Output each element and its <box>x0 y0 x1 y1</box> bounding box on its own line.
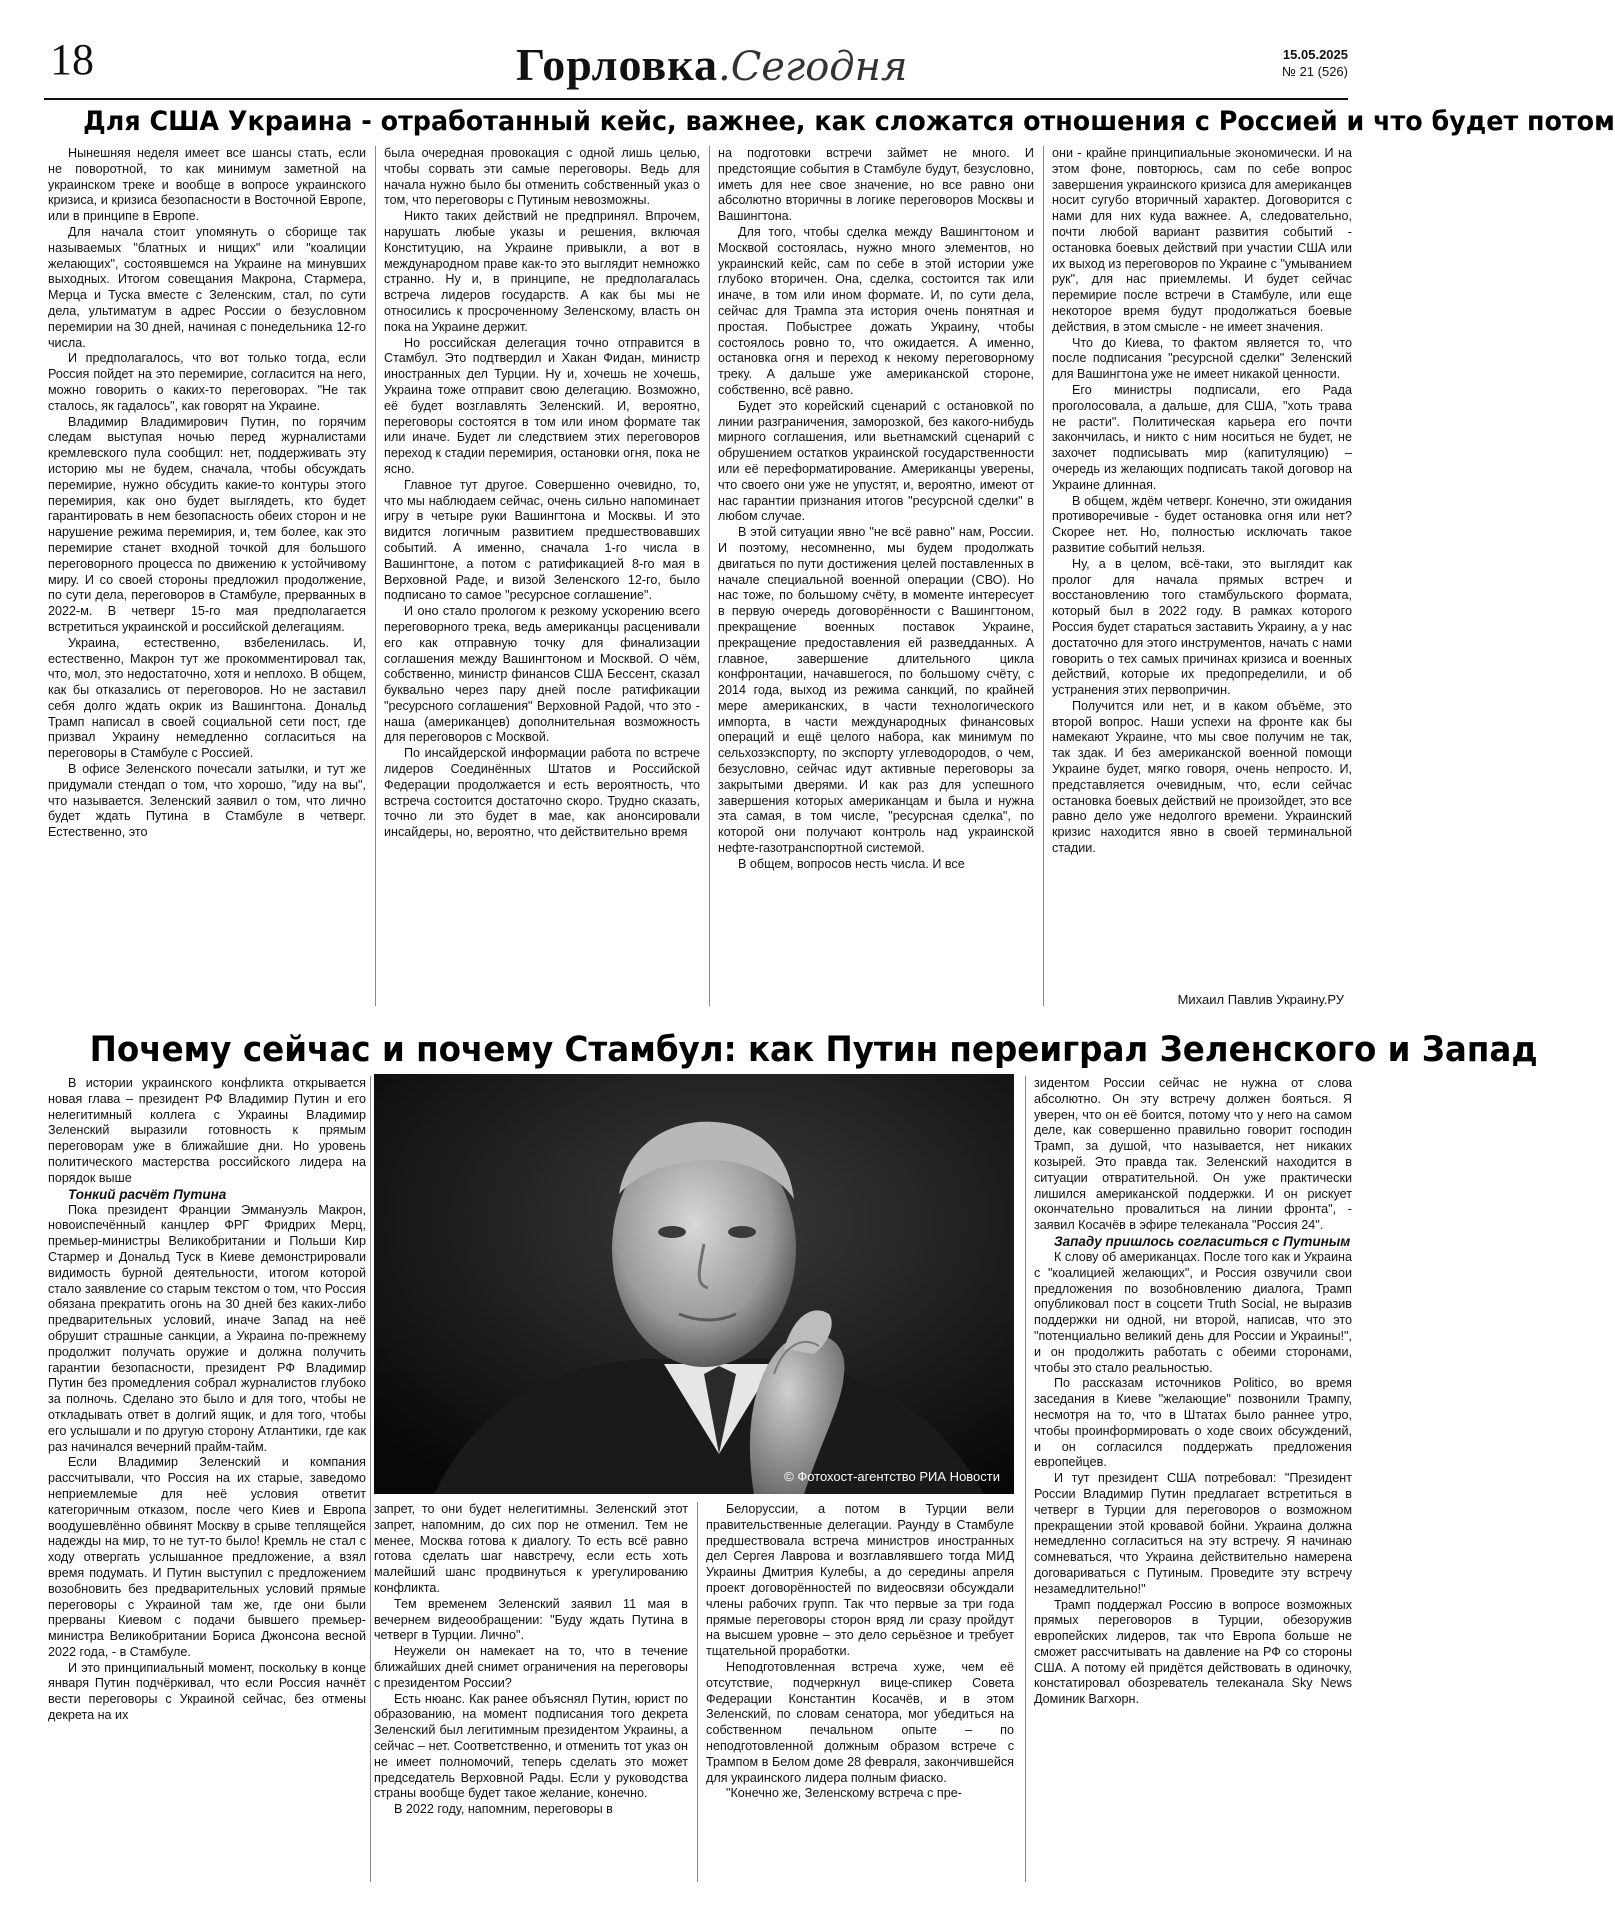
article2-column-1 <box>48 1076 366 1884</box>
page-number: 18 <box>50 35 94 84</box>
article2-column-3 <box>706 1502 1014 1884</box>
issue-info <box>1282 46 1348 80</box>
paragraph: Если Владимир Зеленский и компания рассчитывали, что Россия на их старые, заведомо неприемлемые для неё условия ответит категоричным отказом, после чего Киев и Европа воодушевлённо обвинят Москву в срыве теплящейся надежды на мир, то не тут-то было! Кремль не стал с ходу отвергать услышанное предложение, а взял время подумать. И Путин выступил с предложением возобновить без предварительных условий прямые переговоры с Украиной там же, где они были прерваны Киевом с подачи бывшего премьер-министра Великобритании Бориса Джонсона весной 2022 года, - в Стамбуле. <box>48 1455 366 1659</box>
paragraph: была очередная провокация с одной лишь целью, чтобы сорвать эти самые переговоры. Ведь для начала нужно было бы отменить собственный указ о том, что переговоры с Путиным невозможны. <box>384 146 700 208</box>
paragraph: Тем временем Зеленский заявил 11 мая в вечернем видеообращении: "Буду ждать Путина в четверг в Турции. Лично". <box>374 1596 688 1643</box>
paragraph: Что до Киева, то фактом является то, что после подписания "ресурсной сделки" Зеленский для Вашингтона уже не имеет никакой ценности. <box>1052 335 1352 382</box>
paragraph: Получится или нет, и в каком объёме, это второй вопрос. Наши успехи на фронте как бы намекают Украине, что мы свое получим не так, так здак. И без американской военной помощи Украине будет, мягко говоря, очень непросто. И, представляется очевидным, что, если сейчас остановка боевых действий не произойдет, это все равно дело уже недолгого времени. Украинский кризис находится явно в своей терминальной стадии. <box>1052 698 1352 856</box>
issue-number: № 21 (526) <box>1282 64 1348 79</box>
section-subheading: Западу пришлось согласиться с Путиным <box>1054 1233 1351 1249</box>
paragraph: В истории украинского конфликта открывается новая глава – президент РФ Владимир Путин и его нелегитимный коллега с Украины Владимир Зеленский выразили готовность к прямым переговорам уже в ближайшие дни. Но уровень политического мастерства российского лидера на порядок выше <box>48 1076 366 1185</box>
paragraph: они - крайне принципиальные экономически. И на этом фоне, повторюсь, сам по себе вопрос завершения украинского кризиса для американцев носит сугубо вторичный характер. Договорится с нами для них куда важнее. А, следовательно, почти любой вариант развития событий - остановка боевых действий при участии США или их выход из переговоров по Украине с "умыванием рук", для нас приемлемы. И будет сейчас перемирие после встречи в Стамбуле, или еще некоторое время будут продолжаться боевые действия, в этом смысле - не имеет значения. <box>1052 146 1352 334</box>
paragraph: Есть нюанс. Как ранее объяснял Путин, юрист по образованию, на момент подписания того декрета Зеленский был легитимным президентом Украины, а сейчас – нет. Соответственно, и отменить тот указ он не имеет полномочий, теперь сделать это может председатель Верховной Рады. Если у руководства страны вообще будет такое желание, конечно. <box>374 1691 688 1801</box>
paragraph: Неподготовленная встреча хуже, чем её отсутствие, подчеркнул вице-спикер Совета Федерации Константин Косачёв, и в этом Зеленский, по словам сенатора, мог убедиться на собственном печальном опыте – по неподготовленной должным образом встрече с Трампом в Белом доме 28 февраля, закончившейся для украинского лидера полным фиаско. <box>706 1659 1014 1785</box>
paragraph: Украина, естественно, взбеленилась. И, естественно, Макрон тут же прокомментировал так, что, мол, это недостаточно, хотя и неплохо. В общем, как бы отказались от переговоров. Но не заставил себя долго ждать окрик из Вашингтона. Дональд Трамп написал в своей социальной сети пост, где призвал Украину немедленно согласиться на переговоры в Стамбуле с Россией. <box>48 635 366 761</box>
paragraph: Владимир Владимирович Путин, по горячим следам выступая ночью перед журналистами кремлевского пула сообщил: нет, поддерживать эту историю мы не будем, сначала, чтобы обсуждать перемирие, нужно обсудить какие-то контуры этого перемирия, как оно будет выглядеть, кто будет гарантировать в нем безопасность обеих сторон и не нарушение режима перемирия, и, тем более, как это перемирие станет входной точкой для большого переговорного процесса по движению к устойчивому миру. И со своей стороны предложил продолжение, по сути дела, переговоров в Стамбуле, прерванных в 2022-м. В четверг 15-го мая предполагается встретиться украинской и российской делегациям. <box>48 414 366 634</box>
masthead-subtitle: .Сегодня <box>717 44 908 90</box>
paragraph: Будет это корейский сценарий с остановкой по линии разграничения, заморозкой, без какого-нибудь мирного соглашения, или вьетнамский сценарий с обрушением остатков украинской государственности или её переформатирование. Американцы уверены, что своего они уже не упустят, и, вероятно, имеют от нас гарантии признания итогов "ресурсной сделки" в любом случае. <box>718 398 1034 524</box>
paragraph: В офисе Зеленского почесали затылки, и тут же придумали стендап о том, что хорошо, "иду на вы", что называется. Зеленский заявил о том, что лично будет ждать Путина в Стамбуле в четверг. Естественно, это <box>48 762 366 840</box>
paragraph: В общем, вопросов несть числа. И все <box>738 856 965 871</box>
paragraph: Главное тут другое. Совершенно очевидно, то, что мы наблюдаем сейчас, очень сильно напоминает игру в четыре руки Вашингтона и Москвы. И это видится логичным развитием предшествовавших событий. А именно, сначала 1-го числа в Вашингтоне, а потом с ратификацией 8-го мая в Верховной Раде, и визой Зеленского 12-го, было подписано то самое "ресурсное соглашение". <box>384 477 700 603</box>
paragraph: По инсайдерской информации работа по встрече лидеров Соединённых Штатов и Российской Федерации продолжается и есть вероятность, что встреча состоится достаточно скоро. Трудно сказать, точно ли это будет в мае, как анонсировали инсайдеры, но, вероятно, что действительно время <box>384 746 700 840</box>
article2-column-2 <box>374 1502 688 1884</box>
paragraph: Его министры подписали, его Рада проголосовала, а дальше, для США, "хоть трава не расти". Политическая карьера его почти закончилась, и никто с ним носиться не будет, не захочет подписывать мир (капитуляцию) – очередь из желающих подписать такой договор на Украине длинная. <box>1052 382 1352 492</box>
paragraph: Трамп поддержал Россию в вопросе возможных прямых переговоров в Турции, обезоружив европейских лидеров, так что Европа больше не сможет рассчитывать на давление на РФ со стороны США. А потому ей придётся действовать в одиночку, констатировал обозреватель телеканала Sky News Доминик Вагхорн. <box>1034 1597 1352 1707</box>
article-photo <box>374 1074 1014 1494</box>
article1-column-3 <box>718 146 1034 1008</box>
article1-byline: Михаил Павлив Украину.РУ <box>1177 992 1344 1007</box>
column-divider <box>370 1076 371 1882</box>
paragraph: Нынешняя неделя имеет все шансы стать, если не поворотной, то как минимум заметной на украинском треке и вообще в вопросе украинского кризиса, и кризиса безопасности в Восточной Европе, или в принципе в Европе. <box>48 146 366 224</box>
paragraph: И предполагалось, что вот только тогда, если Россия пойдет на это перемирие, согласится на него, можно говорить о каких-то переговорах. "Не так сталось, як гадалось", как говорят на Украине. <box>48 351 366 413</box>
paragraph: "Конечно же, Зеленскому встреча с пре- <box>726 1786 962 1801</box>
paragraph: В общем, ждём четверг. Конечно, эти ожидания противоречивые - будет остановка огня или нет? Скорее нет. Но, полностью исключать такое развитие событий нельзя. <box>1052 493 1352 555</box>
paragraph: И тут президент США потребовал: "Президент России Владимир Путин предлагает встретиться в четверг в Турции для переговоров о возможном прекращении этой кровавой бойни. Украина должна немедленно согласиться на эту встречу. Я начинаю сомневаться, что Украина действительно намерена договариваться с Путиным. Проведите эту встречу незамедлительно!" <box>1034 1471 1352 1596</box>
paragraph: К слову об американцах. После того как и Украина с "коалицией желающих", и Россия озвучили свои предложения по возобновлению диалога, Трамп опубликовал пост в соцсети Truth Social, не выразив поддержки ни одной, ни второй, написав, что это "потенциально великий день для России и Украины!", и он продолжить работать с обеими сторонами, чтобы это стало реальностью. <box>1034 1249 1352 1375</box>
issue-date: 15.05.2025 <box>1282 47 1348 62</box>
column-divider <box>1043 146 1044 1006</box>
paragraph: на подготовки встречи займет не много. И предстоящие события в Стамбуле будут, безусловно, иметь для нее свое значение, но все равно они абсолютно вторичны в логике переговоров Москвы и Вашингтона. <box>718 146 1034 224</box>
column-divider <box>709 146 710 1006</box>
paragraph: И оно стало прологом к резкому ускорению всего переговорного трека, ведь американцы расценивали его как отправную точку для финализации соглашения между Вашингтоном и Москвой. О чём, собственно, министр финансов США Бессент, сказал буквально через пару дней после ратификации "ресурсного соглашения" Верховной Радой, что это - наша (американцев) дополнительная возможность для переговоров с Москвой. <box>384 604 700 745</box>
paragraph: Для начала стоит упомянуть о сборище так называемых "блатных и нищих" или "коалиции желающих", состоявшемся на Украине на минувших выходных. Итогом совещания Макрона, Стармера, Мерца и Туска вместе с Зеленским, стал, по сути дела, ультиматум в адрес России о безусловном перемирии на 30 дней, начиная с понедельника 12-го числа. <box>48 224 366 350</box>
paragraph: Пока президент Франции Эммануэль Макрон, новоиспечённый канцлер ФРГ Фридрих Мерц, премьер-министры Великобритании и Польши Кир Стармер и Дональд Туск в Киеве демонстрировали видимость бурной деятельности, итогом которой стало заявление со старым текстом о том, что Россия обязана прекратить огонь на 30 дней без каких-либо предварительных условий, иначе Запад на неё обрушит страшные санкции, а Украина по-прежнему продолжит получать оружие и должна получить гарантии безопасности, президент РФ Владимир Путин без промедления собрал журналистов глубоко за полночь. Сделано это было и для того, чтобы не откладывать ответ в долгий ящик, и для того, чтобы его услышали и по другую сторону Атлантики, где как раз начинался вечерний прайм-тайм. <box>48 1202 366 1454</box>
paragraph: Для того, чтобы сделка между Вашингтоном и Москвой состоялась, нужно много элементов, но украинский кейс, сам по себе в этой истории уже глубоко вторичен. Она, сделка, состоится так или иначе, в том или ином формате. И, по сути дела, сейчас для Трампа эта история очень понятная и простая. Побыстрее дожать Украину, чтобы состоялось ровно то, что ожидается. А именно, остановка огня и переход к некому переговорному треку. А дальше уже американской стороне, собственно, всё равно. <box>718 224 1034 397</box>
column-divider <box>375 146 376 1006</box>
paragraph: Белоруссии, а потом в Турции вели правительственные делегации. Раунду в Стамбуле предшествовала встреча министров иностранных дел Сергея Лаврова и возглавлявшего тогда МИД Украины Дмитрия Кулебы, а до середины апреля проект договорённостей по видеосвязи обсуждали члены рабочих групп. Так что первые за три года прямые переговоры сторон вряд ли сразу пройдут на высшем уровне – это дело серьёзное и требует тщательной проработки. <box>706 1502 1014 1659</box>
paragraph: Никто таких действий не предпринял. Впрочем, нарушать любые указы и решения, включая Конституцию, на Украине привыкли, а вот в международном праве как-то это выглядит немножко странно. Ну и, в принципе, не предполагалась встреча лидеров государств. А как бы мы не относились к просроченному Зеленскому, власть он пока на Украине держит. <box>384 209 700 334</box>
photo-credit: © Фотохост-агентство РИА Новости <box>784 1469 1000 1484</box>
paragraph: зидентом России сейчас не нужна от слова абсолютно. Он эту встречу должен бояться. Я уверен, что он её боится, потому что у него на самом деле, как совершенно правильно говорит господин Трамп, за душой, что называется, нет никаких козырей. Это правда так. Зеленский находится в ситуации отвратительной. Он уже практически лишился американской поддержки. И он рискует окончательно провалиться на линии фронта", - заявил Косачёв в эфире телеканала "Россия 24". <box>1034 1076 1352 1233</box>
article1-column-2 <box>384 146 700 1008</box>
article1-column-1 <box>48 146 366 1008</box>
paragraph: В 2022 году, напомним, переговоры в <box>394 1802 613 1817</box>
paragraph: По рассказам источников Politico, во время заседания в Киеве "желающие" позвонили Трампу, несмотря на то, что в Штатах было раннее утро, чтобы проинформировать о ходе своих обсуждений, и он согласился поддержать предложения европейцев. <box>1034 1376 1352 1470</box>
article1-headline: Для США Украина - отработанный кейс, важнее, как сложатся отношения с Россией и что будет потом <box>83 106 1615 137</box>
paragraph: Но российская делегация точно отправится в Стамбул. Это подтвердил и Хакан Фидан, министр иностранных дел Турции. Ну и, хочешь не хочешь, Украина тоже отправит свою делегацию. Возможно, её будет возглавлять Зеленский. И, вероятно, переговоры состоятся в том или ином формате так или иначе. Будет ли следствием этих переговоров переход к стадии перемирия, остановки огня, пока не ясно. <box>384 335 700 476</box>
article2-headline: Почему сейчас и почему Стамбул: как Путин переиграл Зеленского и Запад <box>89 1030 1538 1070</box>
column-divider <box>1025 1076 1026 1882</box>
masthead <box>516 40 907 92</box>
column-divider <box>697 1502 698 1882</box>
paragraph: И это принципиальный момент, поскольку в конце января Путин подчёркивал, что если Россия начнёт вести переговоры с Украиной сейчас, без отмены декрета на их <box>48 1660 366 1723</box>
masthead-title: Горловка <box>516 39 718 90</box>
portrait-illustration <box>374 1074 1014 1494</box>
section-subheading: Тонкий расчёт Путина <box>68 1186 227 1202</box>
header-rule <box>44 98 1348 100</box>
paragraph: В этой ситуации явно "не всё равно" нам, России. И поэтому, несомненно, мы будем продолжать двигаться по пути достижения целей поставленных в начале специальной военной операции (СВО). Но нас тоже, по большому счёту, в моменте интересует в первую очередь договорённости с Вашингтоном, прекращение военных поставок Украине, прекращение предоставления ей разведданных. А главное, завершение длительного цикла конфронтации, начавшегося, по большому счёту, с 2014 года, выход из режима санкций, по крайней мере американских, в части технологического импорта, в части международных финансовых операций и ещё целого набора, как минимум по сельхозэкспорту, по экспорту углеводородов, о чем, безусловно, сейчас идут активные переговоры за закрытыми дверями. И как раз для успешного завершения которых американцам и была и нужна эта самая, в том числе, "ресурсная сделка", по которой они получают контроль над украинской нефте-газотранспортной системой. <box>718 525 1034 856</box>
article1-column-4 <box>1052 146 1352 988</box>
paragraph: Ну, а в целом, всё-таки, это выглядит как пролог для начала прямых встреч и восстановлению того стамбульского формата, который был в 2022 году. В рамках которого Россия будет стараться заставить Украину, а у нас достаточно для этого инструментов, начать с нами говорить о тех самых причинах кризиса и военных действий, которые их предопределили, и об устранения этих первопричин. <box>1052 556 1352 698</box>
paragraph: Неужели он намекает на то, что в течение ближайших дней снимет ограничения на переговоры с президентом России? <box>374 1644 688 1690</box>
paragraph: запрет, то они будет нелегитимны. Зеленский этот запрет, напомним, до сих пор не отменил. Тем не менее, Москва готова к диалогу. То есть всё равно готова сделать шаг навстречу, если есть хоть малейший шанс продвинуться к урегулированию конфликта. <box>374 1502 688 1595</box>
article2-column-4 <box>1034 1076 1352 1884</box>
